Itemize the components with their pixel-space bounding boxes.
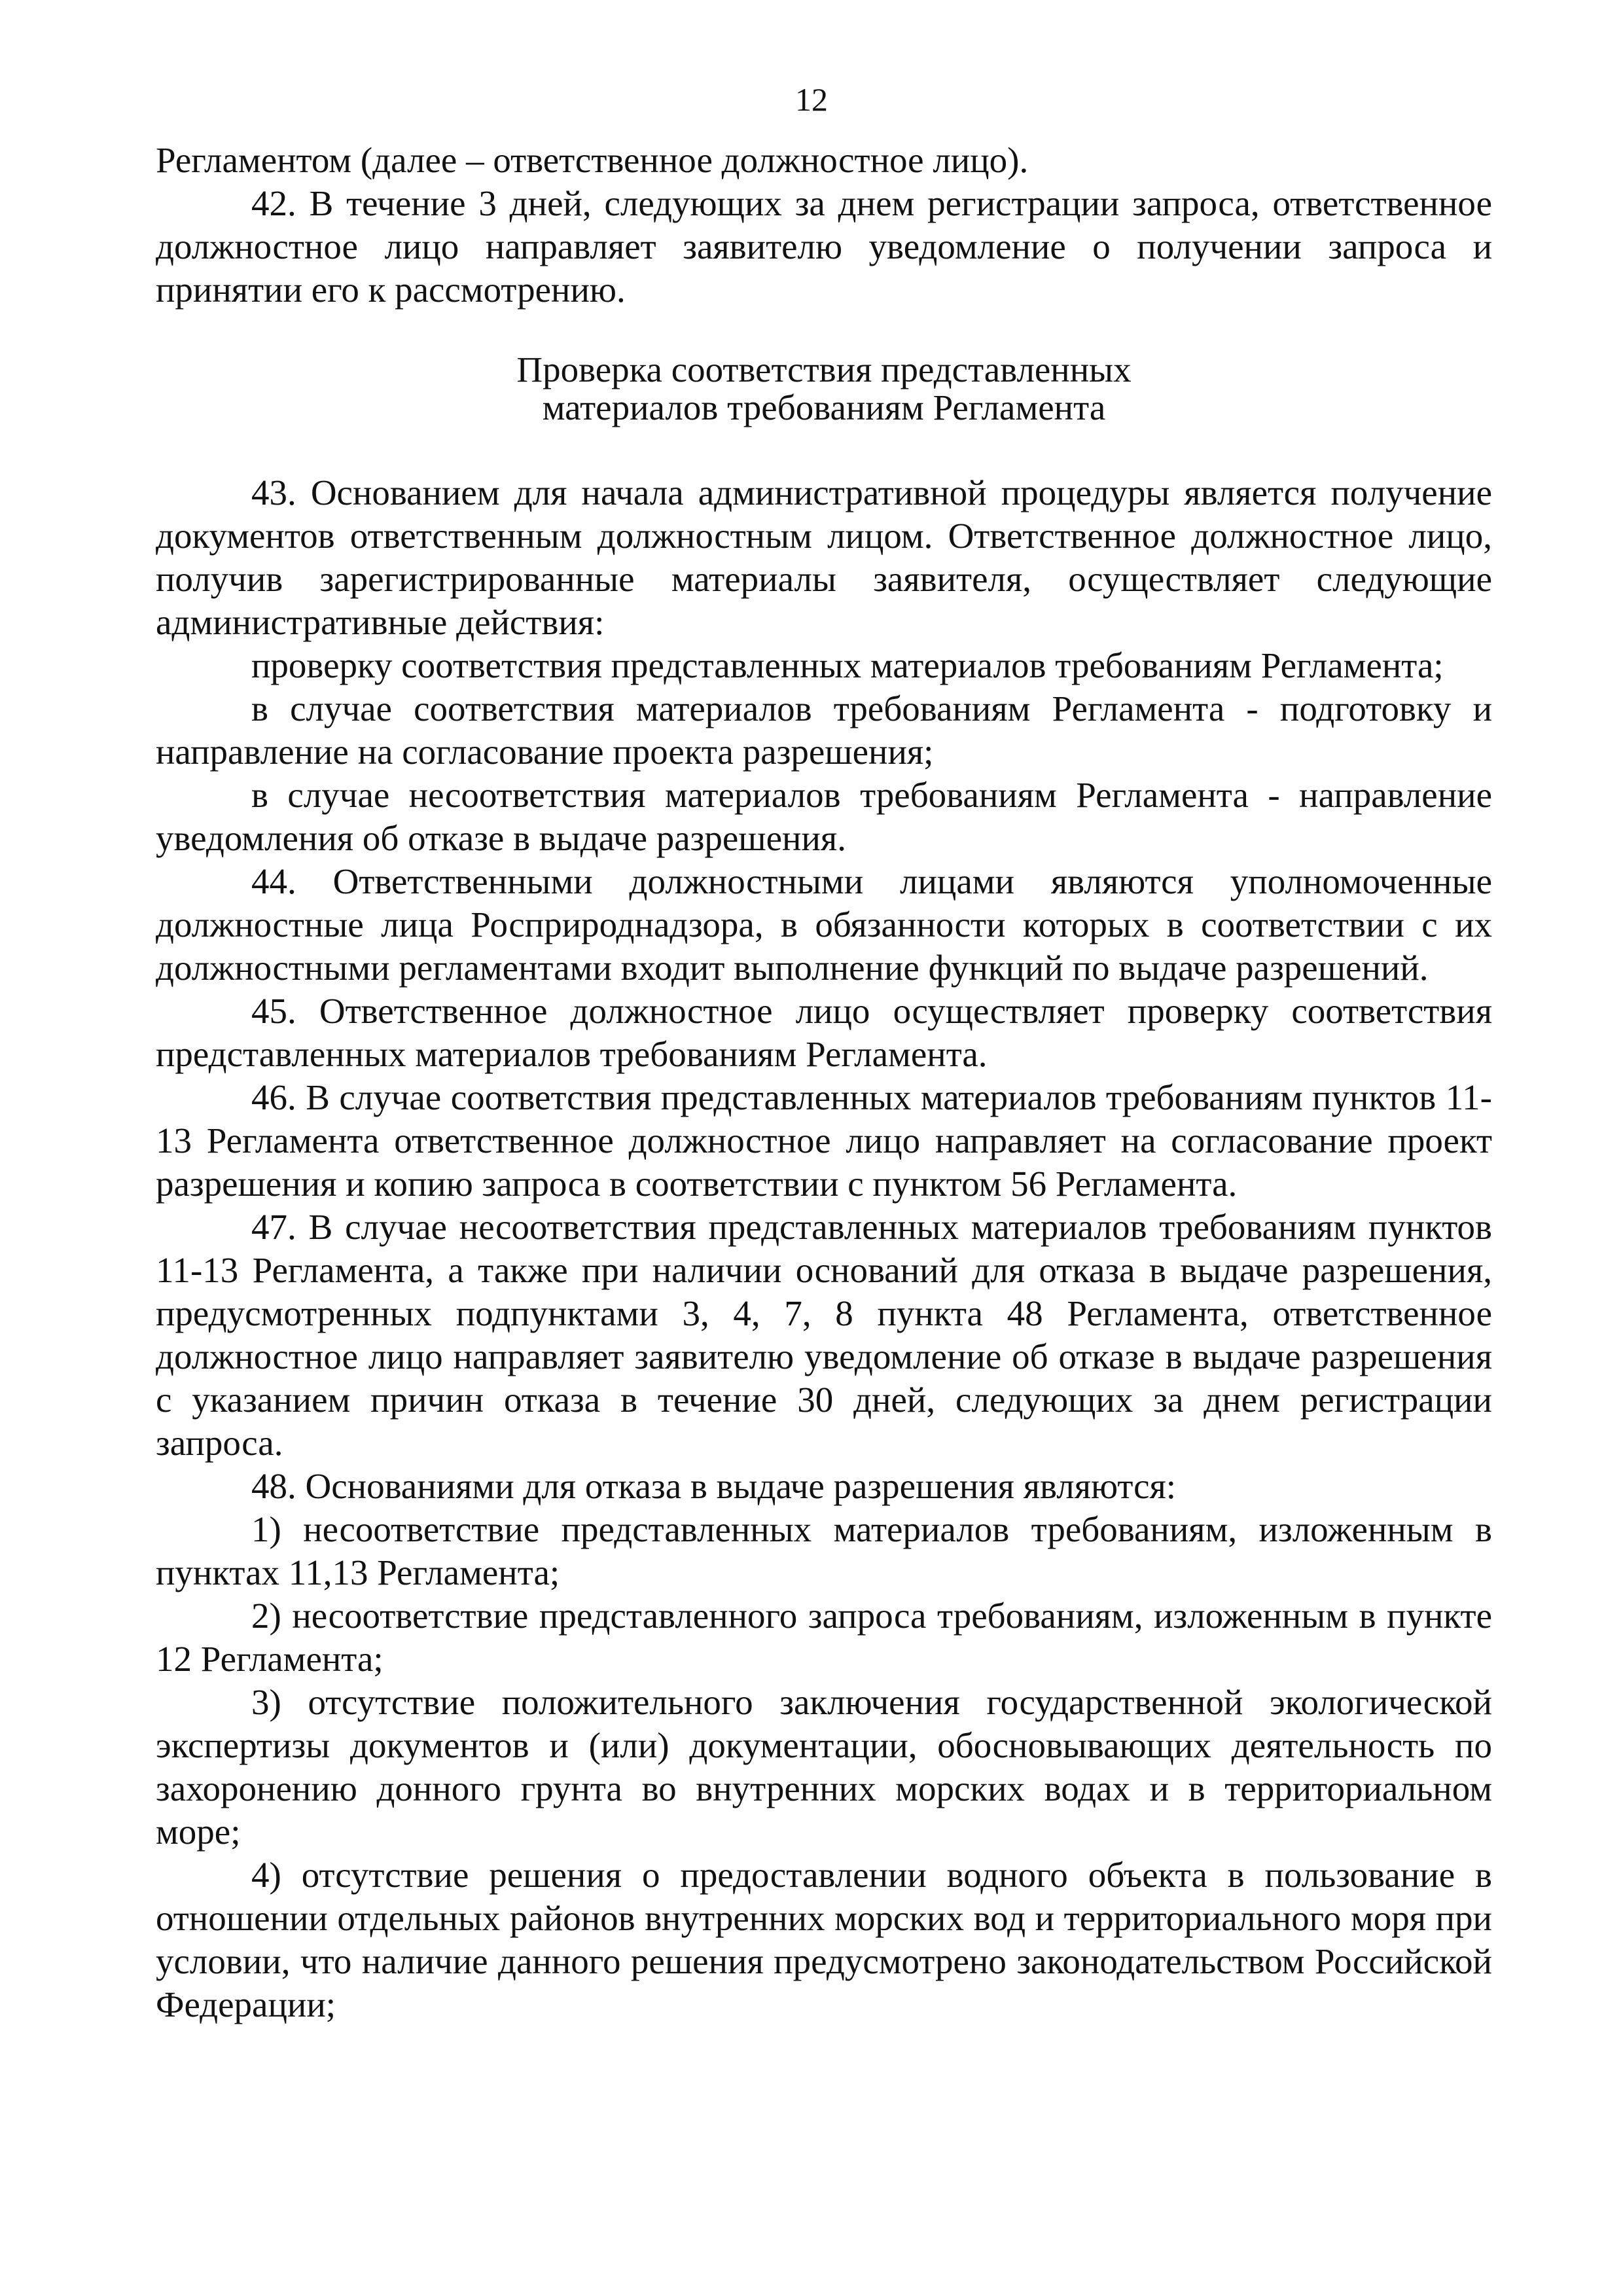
paragraph-44: 44. Ответственными должностными лицами являются уполномоченные должностные лица Росприроднадзора, в обязанности которых в соответствии с их должностными регламентами входит выполнение функций по выдаче разрешений. [156, 861, 1492, 988]
section-heading-line-2: материалов требованиям Регламента [542, 387, 1106, 427]
paragraph-43-action-1: проверку соответствия представленных материалов требованиям Регламента; [251, 645, 1444, 685]
paragraph-48: 48. Основаниями для отказа в выдаче разрешения являются: [251, 1466, 1177, 1506]
paragraph-48-item-2: 2) несоответствие представленного запроса требованиям, изложенным в пункте 12 Регламента; [156, 1596, 1492, 1679]
paragraph-48-item-1: 1) несоответствие представленных материалов требованиям, изложенным в пунктах 11,13 Регламента; [156, 1509, 1492, 1592]
paragraph-47: 47. В случае несоответствия представленных материалов требованиям пунктов 11-13 Регламента, а также при наличии оснований для отказа в выдаче разрешения, предусмотренных подпунктами 3, 4, 7, 8 пункта 48 Регламента, ответственное должностное лицо направляет заявителю уведомление об отказе в выдаче разрешения с указанием причин отказа в течение 30 дней, следующих за днем регистрации запроса. [156, 1207, 1492, 1463]
paragraph-43-action-3: в случае несоответствия материалов требованиям Регламента - направление уведомления об отказе в выдаче разрешения. [156, 775, 1492, 858]
section-heading-line-1: Проверка соответствия представленных [516, 350, 1132, 389]
paragraph-46: 46. В случае соответствия представленных материалов требованиям пунктов 11-13 Регламента ответственное должностное лицо направляет на согласование проект разрешения и копию запроса в соответствии с пунктом 56 Регламента. [156, 1077, 1492, 1204]
page-number: 12 [795, 81, 828, 118]
paragraph-43: 43. Основанием для начала административной процедуры является получение документов ответственным должностным лицом. Ответственное должностное лицо, получив зарегистрированные материалы заявителя, осуществляет следующие административные действия: [156, 473, 1492, 642]
section-heading [156, 312, 1492, 471]
paragraph-continuation: Регламентом (далее – ответственное должностное лицо). [156, 140, 1029, 180]
paragraph-48-item-3: 3) отсутствие положительного заключения государственной экологической экспертизы документов и (или) документации, обосновывающих деятельность по захоронению донного грунта во внутренних морских водах и в территориальном море; [156, 1682, 1492, 1852]
paragraph-43-action-2: в случае соответствия материалов требованиям Регламента - подготовку и направление на согласование проекта разрешения; [156, 689, 1492, 772]
paragraph-45: 45. Ответственное должностное лицо осуществляет проверку соответствия представленных материалов требованиям Регламента. [156, 991, 1492, 1074]
paragraph-42: 42. В течение 3 дней, следующих за днем регистрации запроса, ответственное должностное лицо направляет заявителю уведомление о получении запроса и принятии его к рассмотрению. [156, 183, 1492, 310]
paragraph-48-item-4: 4) отсутствие решения о предоставлении водного объекта в пользование в отношении отдельных районов внутренних морских вод и территориального моря при условии, что наличие данного решения предусмотрено законодательством Российской Федерации; [156, 1855, 1492, 2024]
document-body [156, 139, 1492, 2026]
